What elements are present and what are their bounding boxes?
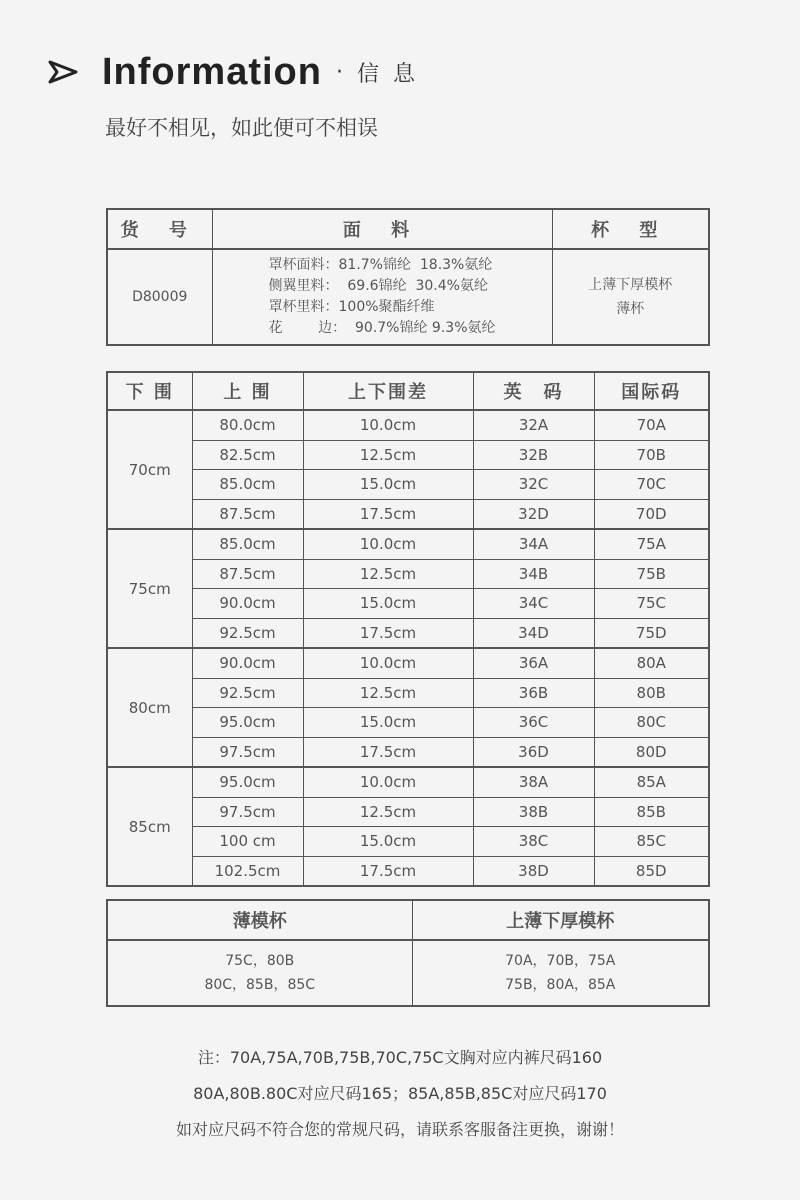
uk-size-cell: 32D — [473, 499, 594, 529]
uk-size-cell: 32C — [473, 470, 594, 500]
uk-size-cell: 34C — [473, 589, 594, 619]
size-list-line: 80C，85B，85C — [204, 977, 316, 993]
table-row — [107, 410, 709, 440]
cup-size-table — [106, 899, 710, 1007]
uk-size-cell: 32A — [473, 410, 594, 440]
bust-cell: 82.5cm — [192, 440, 303, 470]
uk-size-cell: 34D — [473, 618, 594, 648]
intl-size-cell: 70A — [594, 410, 709, 440]
difference-cell: 10.0cm — [303, 767, 473, 797]
uk-size-cell: 36A — [473, 648, 594, 678]
intl-size-cell: 75B — [594, 559, 709, 589]
intl-size-cell: 70C — [594, 470, 709, 500]
difference-cell: 12.5cm — [303, 797, 473, 827]
bust-cell: 92.5cm — [192, 618, 303, 648]
uk-size-cell: 36C — [473, 708, 594, 738]
intl-size-cell: 85C — [594, 827, 709, 857]
intl-size-cell: 85B — [594, 797, 709, 827]
uk-size-cell: 34B — [473, 559, 594, 589]
difference-cell: 10.0cm — [303, 410, 473, 440]
cup-header-row — [107, 900, 709, 940]
header-molded-cup: 上薄下厚模杯 — [412, 900, 709, 940]
uk-size-cell: 38B — [473, 797, 594, 827]
info-header-row — [107, 209, 709, 249]
page-subtitle: 最好不相见，如此便可不相误 — [105, 116, 378, 140]
underbust-cell: 70cm — [107, 410, 192, 529]
uk-size-cell: 38C — [473, 827, 594, 857]
difference-cell: 15.0cm — [303, 470, 473, 500]
table-row — [107, 618, 709, 648]
difference-cell: 12.5cm — [303, 440, 473, 470]
table-row — [107, 767, 709, 797]
intl-size-cell: 80C — [594, 708, 709, 738]
difference-cell: 10.0cm — [303, 648, 473, 678]
bust-cell: 85.0cm — [192, 529, 303, 559]
fabric-line: 罩杯里料：100%聚酯纤维 — [268, 299, 435, 315]
table-row — [107, 559, 709, 589]
fabric-line: 侧翼里料： 69.6锦纶 30.4%氨纶 — [268, 278, 488, 294]
table-row — [107, 440, 709, 470]
table-row — [107, 470, 709, 500]
header-thin-cup: 薄模杯 — [107, 900, 412, 940]
size-list-line: 75C，80B — [225, 953, 295, 969]
bust-cell: 90.0cm — [192, 589, 303, 619]
header-intl-size: 国际码 — [594, 372, 709, 410]
difference-cell: 15.0cm — [303, 589, 473, 619]
bust-cell: 87.5cm — [192, 559, 303, 589]
table-row — [107, 499, 709, 529]
intl-size-cell: 70B — [594, 440, 709, 470]
underbust-cell: 80cm — [107, 648, 192, 767]
item-number: D80009 — [107, 249, 212, 345]
size-list-line: 70A，70B，75A — [505, 953, 616, 969]
fabric-line: 花 边： 90.7%锦纶 9.3%氨纶 — [268, 320, 496, 336]
intl-size-cell: 80D — [594, 737, 709, 767]
bust-cell: 87.5cm — [192, 499, 303, 529]
difference-cell: 10.0cm — [303, 529, 473, 559]
bust-cell: 97.5cm — [192, 797, 303, 827]
bust-cell: 97.5cm — [192, 737, 303, 767]
header-bust: 上 围 — [192, 372, 303, 410]
title-separator: · — [335, 59, 343, 85]
thin-cup-sizes — [107, 940, 412, 1006]
intl-size-cell: 70D — [594, 499, 709, 529]
bust-cell: 95.0cm — [192, 708, 303, 738]
intl-size-cell: 85D — [594, 856, 709, 886]
intl-size-cell: 80A — [594, 648, 709, 678]
table-row — [107, 648, 709, 678]
table-row — [107, 856, 709, 886]
page-title-cn: 信息 — [356, 61, 429, 87]
arrow-right-icon — [48, 60, 78, 84]
bust-cell: 85.0cm — [192, 470, 303, 500]
cup-type-cell — [552, 249, 709, 345]
table-row — [107, 678, 709, 708]
intl-size-cell: 75D — [594, 618, 709, 648]
product-info-table — [106, 208, 710, 346]
uk-size-cell: 36D — [473, 737, 594, 767]
uk-size-cell: 38A — [473, 767, 594, 797]
header-cup-type: 杯 型 — [552, 209, 709, 249]
header-underbust: 下 围 — [107, 372, 192, 410]
difference-cell: 17.5cm — [303, 499, 473, 529]
intl-size-cell: 85A — [594, 767, 709, 797]
difference-cell: 15.0cm — [303, 827, 473, 857]
bust-cell: 100 cm — [192, 827, 303, 857]
intl-size-cell: 80B — [594, 678, 709, 708]
cup-type-line: 上薄下厚模杯 — [588, 277, 673, 293]
note-line: 注：70A,75A,70B,75B,70C,75C文胸对应内裤尺码160 — [197, 1048, 603, 1067]
table-row — [107, 797, 709, 827]
size-header-row — [107, 372, 709, 410]
uk-size-cell: 32B — [473, 440, 594, 470]
bust-cell: 102.5cm — [192, 856, 303, 886]
table-row — [107, 827, 709, 857]
header — [48, 52, 429, 92]
difference-cell: 12.5cm — [303, 678, 473, 708]
difference-cell: 15.0cm — [303, 708, 473, 738]
fabric-line: 罩杯面料：81.7%锦纶 18.3%氨纶 — [268, 257, 493, 273]
fabric-list — [269, 255, 496, 339]
header-fabric: 面 料 — [212, 209, 552, 249]
difference-cell: 17.5cm — [303, 618, 473, 648]
size-list-line: 75B，80A，85A — [505, 977, 616, 993]
table-row — [107, 589, 709, 619]
bust-cell: 80.0cm — [192, 410, 303, 440]
difference-cell: 17.5cm — [303, 856, 473, 886]
uk-size-cell: 38D — [473, 856, 594, 886]
bust-cell: 92.5cm — [192, 678, 303, 708]
cup-type-line: 薄杯 — [616, 301, 645, 317]
intl-size-cell: 75C — [594, 589, 709, 619]
header-difference: 上下围差 — [303, 372, 473, 410]
difference-cell: 12.5cm — [303, 559, 473, 589]
note-line: 如对应尺码不符合您的常规尺码，请联系客服备注更换，谢谢！ — [175, 1120, 624, 1139]
underbust-cell: 75cm — [107, 529, 192, 648]
cup-data-row — [107, 940, 709, 1006]
page-title: Information — [102, 50, 322, 93]
bust-cell: 90.0cm — [192, 648, 303, 678]
size-chart-body — [107, 410, 709, 886]
header-item-no: 货 号 — [107, 209, 212, 249]
table-row — [107, 737, 709, 767]
note-line: 80A,80B.80C对应尺码165；85A,85B,85C对应尺码170 — [193, 1084, 607, 1103]
underbust-cell: 85cm — [107, 767, 192, 886]
uk-size-cell: 34A — [473, 529, 594, 559]
table-row — [107, 708, 709, 738]
uk-size-cell: 36B — [473, 678, 594, 708]
info-data-row — [107, 249, 709, 345]
fabric-cell — [212, 249, 552, 345]
table-row — [107, 529, 709, 559]
molded-cup-sizes — [412, 940, 709, 1006]
difference-cell: 17.5cm — [303, 737, 473, 767]
size-chart-table — [106, 371, 710, 887]
header-uk-size: 英 码 — [473, 372, 594, 410]
intl-size-cell: 75A — [594, 529, 709, 559]
bust-cell: 95.0cm — [192, 767, 303, 797]
